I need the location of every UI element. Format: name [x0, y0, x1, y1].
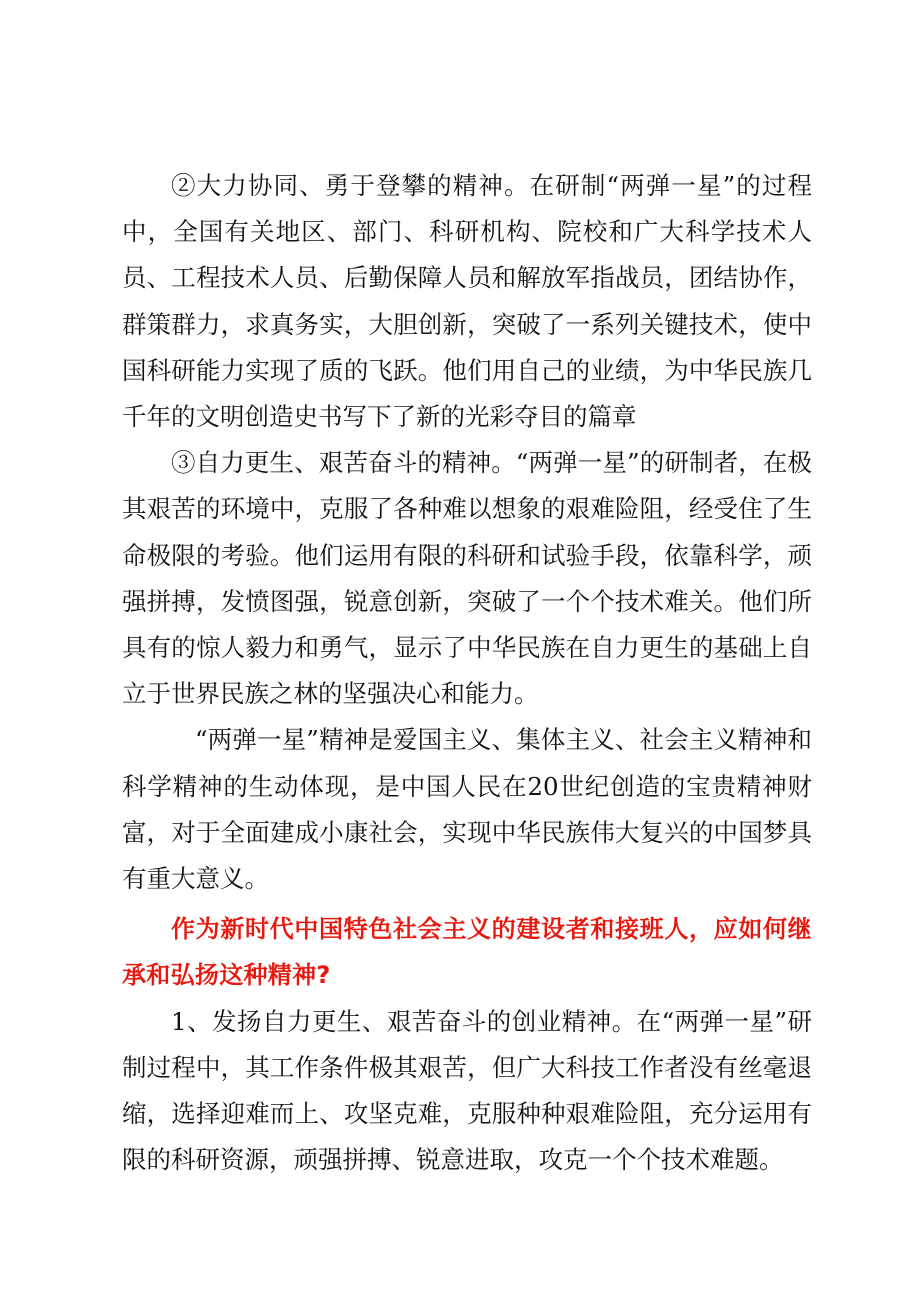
- question-heading: 作为新时代中国特色社会主义的建设者和接班人，应如何继承和弘扬这种精神?: [122, 915, 812, 990]
- answer-point-1: 1、发扬自力更生、艰苦奋斗的创业精神。在“两弹一星”研制过程中，其工作条件极其艰苦，但广大科技工作者没有丝毫退缩，选择迎难而上、攻坚克难，克服种种艰难险阻，充分运用有限的科研资源，顽强拼搏、锐意进取，攻克一个个技术难题。: [122, 1006, 812, 1175]
- paragraph-spirit-summary: “两弹一星”精神是爱国主义、集体主义、社会主义精神和科学精神的生动体现，是中国人民在20世纪创造的宝贵精神财富，对于全面建成小康社会，实现中华民族伟大复兴的中国梦具有重大意义。: [122, 725, 812, 894]
- paragraph-self-reliance-spirit: ③自力更生、艰苦奋斗的精神。“两弹一星”的研制者，在极其艰苦的环境中，克服了各种难以想象的艰难险阻，经受住了生命极限的考验。他们运用有限的科研和试验手段，依靠科学，顽强拼搏，发愤图强，锐意创新，突破了一个个技术难关。他们所具有的惊人毅力和勇气，显示了中华民族在自力更生的基础上自立于世界民族之林的坚强决心和能力。: [122, 448, 812, 709]
- document-body: [122, 163, 812, 1183]
- paragraph-cooperation-spirit: ②大力协同、勇于登攀的精神。在研制“两弹一星”的过程中，全国有关地区、部门、科研机构、院校和广大科学技术人员、工程技术人员、后勤保障人员和解放军指战员，团结协作，群策群力，求真务实，大胆创新，突破了一系列关键技术，使中国科研能力实现了质的飞跃。他们用自己的业绩，为中华民族几千年的文明创造史书写下了新的光彩夺目的篇章: [122, 171, 812, 432]
